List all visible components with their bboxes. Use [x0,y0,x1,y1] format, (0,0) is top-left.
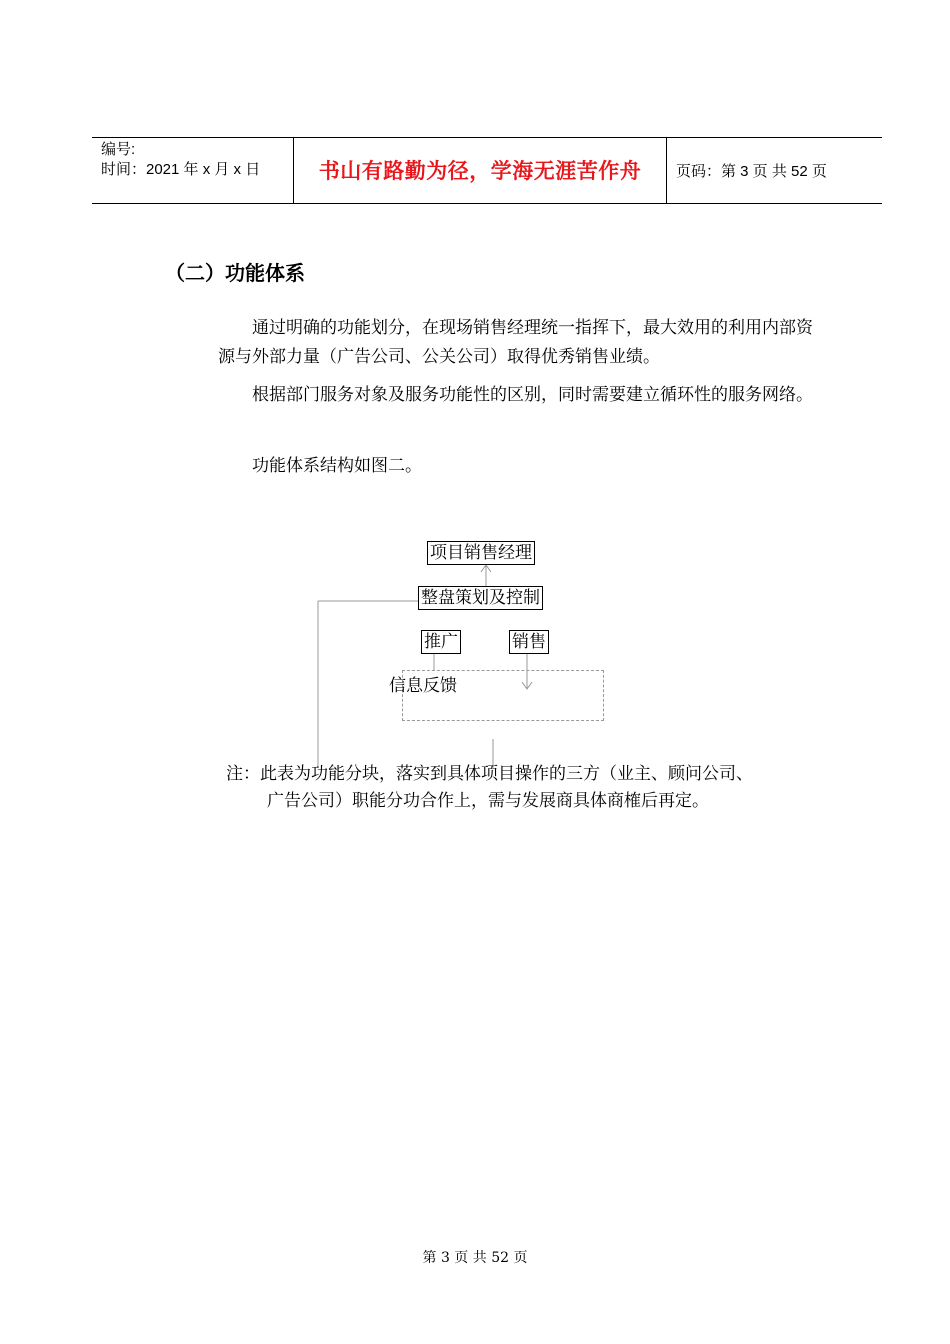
header-motto: 书山有路勤为径，学海无涯苦作舟 [318,159,642,183]
paragraph: 通过明确的功能划分，在现场销售经理统一指挥下，最大效用的利用内部资源与外部力量（广告公司、公关公司）取得优秀销售业绩。 [218,318,813,367]
paragraph: 功能体系结构如图二。 [252,456,422,476]
diagram-node-promotion: 推广 [421,630,461,654]
header-page-label: 页码：第 3 页 共 52 页 [676,163,827,180]
header-info [101,140,260,180]
page-footer: 第 3 页 共 52 页 [422,1250,528,1266]
diagram-node-manager: 项目销售经理 [427,541,535,565]
diagram-node-feedback: 信息反馈 [389,676,457,696]
arrowhead [481,565,491,572]
paragraph: 根据部门服务对象及服务功能性的区别，同时需要建立循环性的服务网络。 [252,385,813,405]
document-time-label: 时间：2021 年 x 月 x 日 [101,161,261,178]
section-title: （二）功能体系 [165,261,305,285]
diagram-node-sales: 销售 [509,630,549,654]
note-line: 注：此表为功能分块，落实到具体项目操作的三方（业主、顾问公司、 [226,764,753,784]
diagram-note [226,761,846,815]
note-line: 广告公司）职能分功合作上，需与发展商具体商榷后再定。 [267,791,709,811]
header-bottom-rule [92,203,882,204]
document-number-label: 编号: [101,141,136,158]
diagram-node-planning: 整盘策划及控制 [418,586,543,610]
header-divider [666,137,667,203]
